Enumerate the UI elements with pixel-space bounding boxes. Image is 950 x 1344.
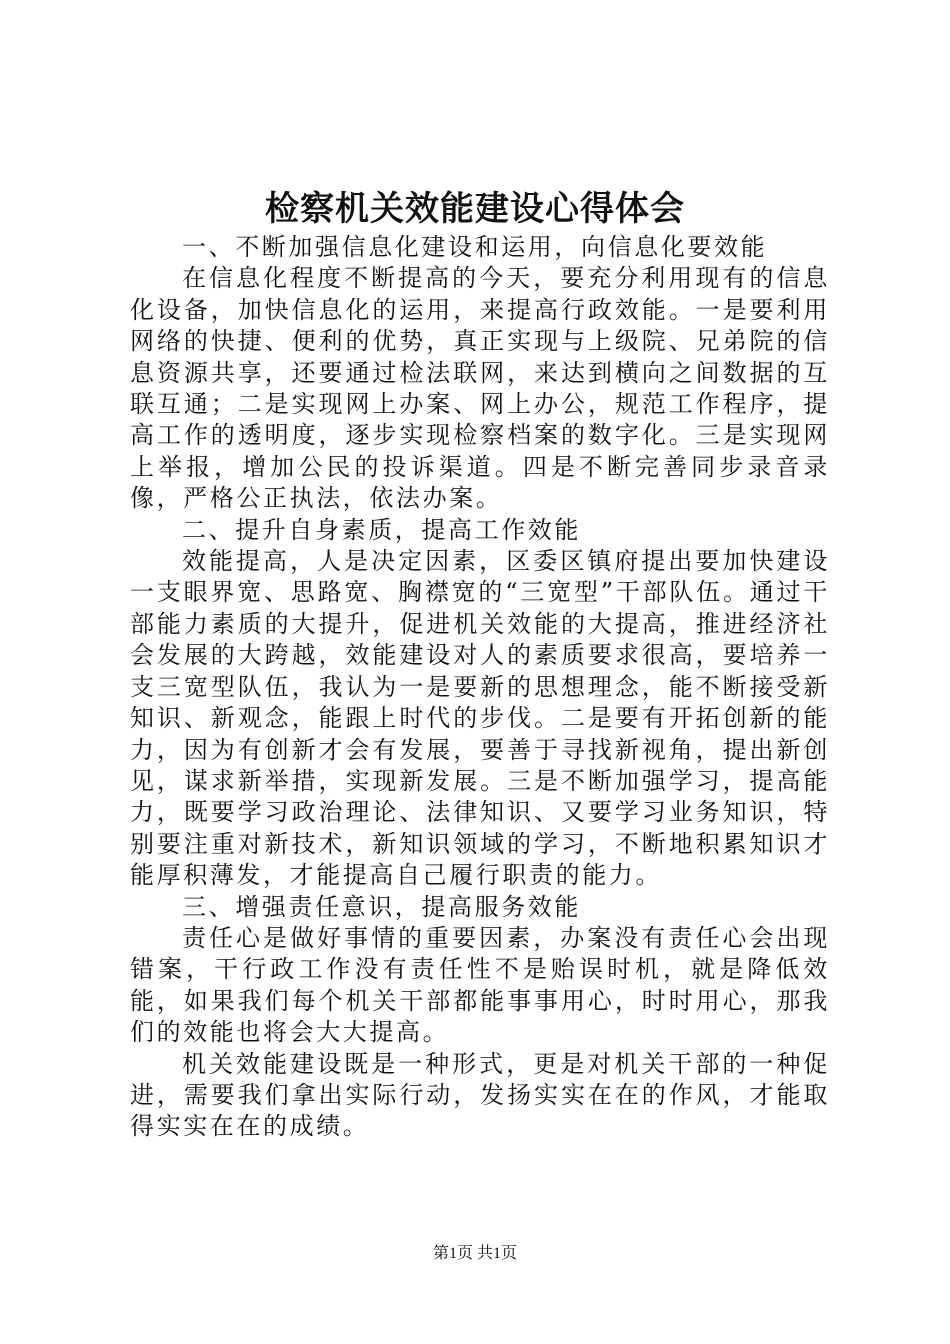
section-heading-3: 三、增强责任意识，提高服务效能 bbox=[182, 892, 581, 921]
document-body bbox=[130, 232, 830, 1143]
paragraph-4: 机关效能建设既是一种形式，更是对机关干部的一种促进，需要我们拿出实际行动，发扬实实在在的作风，才能取得实实在在的成绩。 bbox=[130, 1049, 830, 1141]
paragraph-3: 责任心是做好事情的重要因素，办案没有责任心会出现错案，干行政工作没有责任性不是贻误时机，就是降低效能，如果我们每个机关干部都能事事用心，时时用心，那我们的效能也将会大大提高。 bbox=[130, 923, 830, 1047]
section-heading-2: 二、提升自身素质，提高工作效能 bbox=[182, 515, 581, 544]
paragraph-2: 效能提高，人是决定因素，区委区镇府提出要加快建设一支眼界宽、思路宽、胸襟宽的“三宽型”干部队伍。通过干部能力素质的大提升，促进机关效能的大提高，推进经济社会发展的大跨越，效能建设对人的素质要求很高，要培养一支三宽型队伍，我认为一是要新的思想理念，能不断接受新知识、新观念，能跟上时代的步伐。二是要有开拓创新的能力，因为有创新才会有发展，要善于寻找新视角，提出新创见，谋求新举措，实现新发展。三是不断加强学习，提高能力，既要学习政治理论、法律知识、又要学习业务知识，特别要注重对新技术，新知识领域的学习，不断地积累知识才能厚积薄发，才能提高自己履行职责的能力。 bbox=[130, 547, 830, 890]
paragraph-1: 在信息化程度不断提高的今天，要充分利用现有的信息化设备，加快信息化的运用，来提高行政效能。一是要利用网络的快捷、便利的优势，真正实现与上级院、兄弟院的信息资源共享，还要通过检法联网，来达到横向之间数据的互联互通；二是实现网上办案、网上办公，规范工作程序，提高工作的透明度，逐步实现检察档案的数字化。三是实现网上举报，增加公民的投诉渠道。四是不断完善同步录音录像，严格公正执法，依法办案。 bbox=[130, 264, 830, 513]
section-heading-1: 一、不断加强信息化建设和运用，向信息化要效能 bbox=[182, 233, 768, 261]
page-footer: 第1页 共1页 bbox=[432, 1245, 517, 1262]
document-title: 检察机关效能建设心得体会 bbox=[265, 189, 685, 229]
